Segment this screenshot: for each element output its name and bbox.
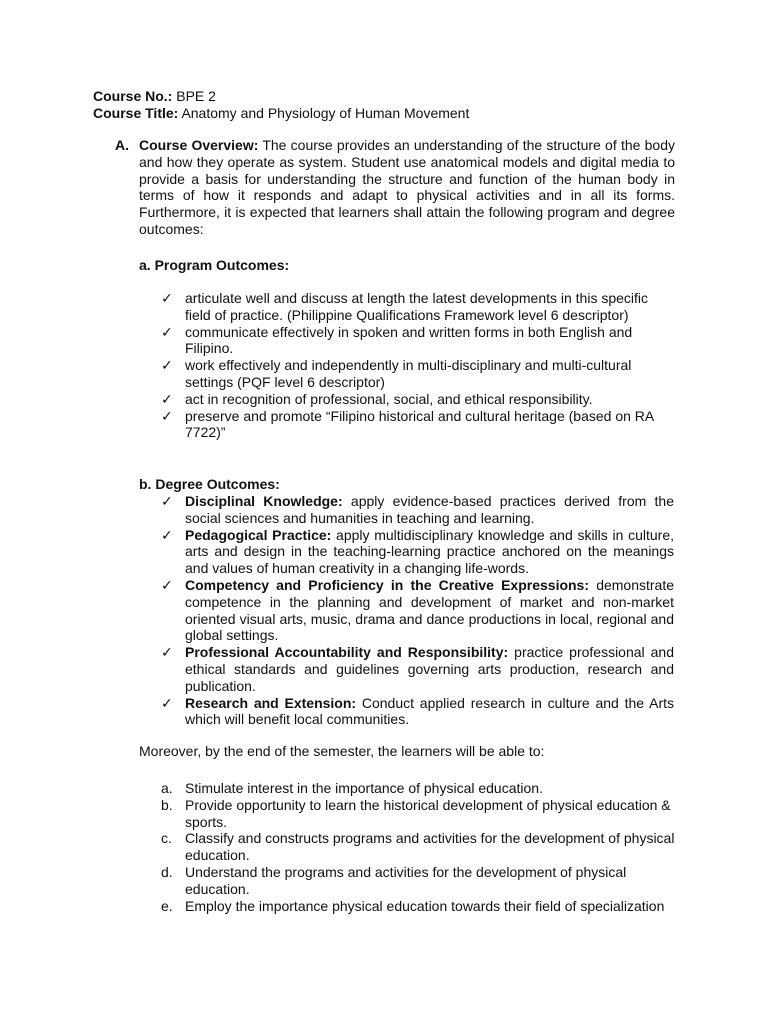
course-title-value: Anatomy and Physiology of Human Movement [181,105,470,121]
list-item: a. Stimulate interest in the importance of physical education. [161,780,543,796]
list-item: ✓ Competency and Proficiency in the Creative Expressions: demonstrate competence in the planning and development of market and non-market oriented visual arts, music, drama and dance productions in local, regional and global settings. [161,576,675,644]
degree-outcomes-heading: b. Degree Outcomes: [139,476,280,492]
list-item: c. Classify and constructs programs and activities for the development of physical education. [161,830,675,864]
program-outcomes-list [161,290,661,441]
learner-outcomes-intro: Moreover, by the end of the semester, the learners will be able to: [139,743,545,759]
list-item: ✓ communicate effectively in spoken and written forms in both English and Filipino. [161,323,633,357]
course-title-label: Course Title: [93,105,179,121]
learner-outcomes-list [161,780,676,914]
course-overview-paragraph [139,137,675,238]
checkmark-icon: ✓ [161,576,173,593]
checkmark-icon: ✓ [161,526,173,543]
list-item: ✓ work effectively and independently in multi-disciplinary and multi-cultural settings (PQF level 6 descriptor) [161,357,632,390]
checkmark-icon: ✓ [161,390,173,407]
checkmark-icon: ✓ [161,644,173,661]
list-item: b. Provide opportunity to learn the historical development of physical education & sports. [161,796,671,830]
checkmark-icon: ✓ [161,493,173,509]
list-item: d. Understand the programs and activities for the development of physical education. [161,863,627,897]
course-number-label: Course No.: [93,88,173,104]
degree-outcomes-list [161,493,674,728]
checkmark-icon: ✓ [161,323,173,340]
checkmark-icon: ✓ [161,407,173,424]
list-item: ✓ preserve and promote “Filipino historical and cultural heritage (based on RA 7722)” [161,407,654,441]
list-item: ✓ Research and Extension: Conduct applied research in culture and the Arts which will benefit local communities. [161,694,674,728]
program-outcomes-heading: a. Program Outcomes: [139,257,290,273]
course-overview-label: Course Overview: [139,137,259,153]
course-number-value: BPE 2 [176,88,216,104]
course-overview-section [115,137,675,238]
list-item: ✓ articulate well and discuss at length the latest developments in this specific field of practice. (Philippine Qualifications Framework level 6 descriptor) [161,290,649,323]
list-item: ✓ Disciplinal Knowledge: apply evidence-based practices derived from the social sciences and humanities in teaching and learning. [161,493,675,526]
course-overview-text: The course provides an understanding of the structure of the body and how they operate as system. Student use anatomical models and digital media to provide a basis for understanding the structure and function of the human body in terms of how it responds and adapt to physical activities and in all its forms. Furthermore, it is expected that learners shall attain the following program and degree outcomes: [139,137,675,237]
course-number-line [93,88,693,105]
checkmark-icon: ✓ [161,357,173,374]
list-item: e. Employ the importance physical education towards their field of specialization [161,897,665,914]
section-letter: A. [115,137,129,153]
list-item: ✓ Pedagogical Practice: apply multidisciplinary knowledge and skills in culture, arts and design in the teaching-learning practice anchored on the meanings and values of human creativity in a changing life-words. [161,526,675,577]
checkmark-icon: ✓ [161,290,173,306]
checkmark-icon: ✓ [161,694,173,711]
list-item: ✓ Professional Accountability and Responsibility: practice professional and ethical standards and guidelines governing arts production, research and publication. [161,644,674,694]
course-title-line [93,105,693,122]
list-item: ✓ act in recognition of professional, social, and ethical responsibility. [161,390,593,407]
